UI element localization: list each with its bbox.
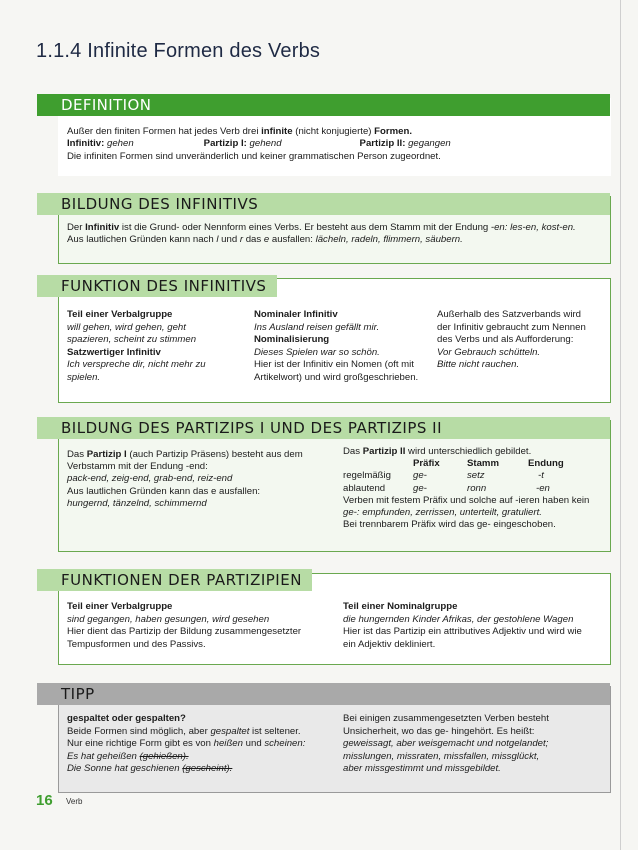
bildung-partizip-right: Das Partizip II wird unterschiedlich gebildet. Präfix Stamm Endung regelmäßig ge- setz -t ablautend ge- ronn -en Verben mit festem Präfix und solche auf -ieren haben kein ge-: empfunden, zerrissen, unterteilt, gratuliert. Bei trennbarem Präfix wird das ge- eingeschoben. xyxy=(343,446,609,531)
funktion-partizipien-left: Teil einer Verbalgruppe sind gegangen, haben gesungen, wird gesehen Hier dient das Partizip der Bildung zusammengesetzter Tempusformen und des Passivs. xyxy=(67,601,302,650)
funktion-infinitiv-col-2: Nominaler Infinitiv Ins Ausland reisen gefällt mir. Nominalisierung Dieses Spielen war so schön. Hier ist der Infinitiv ein Nomen (oft mit Artikelwort) und wird großgeschrieben. xyxy=(254,309,419,383)
definition-text: Außer den finiten Formen hat jedes Verb drei infinite (nicht konjugierte) Formen. Infinitiv: gehen Partizip I: gehend Partizip II: gegangen Die infiniten Formen sind unveränderlich und keiner grammatischen Person zugeordnet. xyxy=(67,126,451,162)
col-praefix: Präfix xyxy=(413,458,440,470)
bildung-infinitiv-header: BILDUNG DES INFINITIVS xyxy=(37,193,610,215)
partizip-row-2: ablautend ge- ronn -en xyxy=(343,482,550,494)
funktion-infinitiv-col-1: Teil einer Verbalgruppe will gehen, wird gehen, geht spazieren, scheint zu stimmen Satzwertiger Infinitiv Ich verspreche dir, nicht mehr zu spielen. xyxy=(67,309,206,383)
funktion-infinitiv-col-3: Außerhalb des Satzverbands wird der Infinitiv gebraucht zum Nennen des Verbs und als Aufforderung: Vor Gebrauch schütteln. Bitte nicht rauchen. xyxy=(437,309,586,371)
tipp-header: TIPP xyxy=(37,683,610,705)
page-footer-label: Verb xyxy=(66,797,83,806)
partizip-row-1: regelmäßig ge- setz -t xyxy=(343,470,544,482)
col-stamm: Stamm xyxy=(467,458,499,470)
bildung-partizip-left: Das Partizip I (auch Partizip Präsens) besteht aus dem Verbstamm mit der Endung -end: pack-end, zeig-end, grab-end, reiz-end Aus lautlichen Gründen kann das e ausfallen: hungernd, tänzelnd, schimmernd xyxy=(67,449,303,509)
funktion-infinitiv-header: FUNKTION DES INFINITIVS xyxy=(37,275,277,297)
funktion-partizipien-right: Teil einer Nominalgruppe die hungernden Kinder Afrikas, der gestohlene Wagen Hier ist das Partizip ein attributives Adjektiv und wird wie ein Adjektiv dekliniert. xyxy=(343,601,582,650)
col-endung: Endung xyxy=(528,458,564,470)
bildung-partizip-header: BILDUNG DES PARTIZIPS I UND DES PARTIZIPS II xyxy=(37,417,610,439)
tipp-left: gespaltet oder gespalten? Beide Formen sind möglich, aber gespaltet ist seltener. Nur eine richtige Form gibt es von heißen und scheinen: Es hat geheißen (gehießen). Die Sonne hat geschienen (gescheint). xyxy=(67,713,306,775)
bildung-infinitiv-text: Der Infinitiv ist die Grund- oder Nennform eines Verbs. Er besteht aus dem Stamm mit der Endung -en: les-en, kost-en. Aus lautlichen Gründen kann nach l und r das e ausfallen: lächeln, radeln, flimmern, säubern. xyxy=(67,222,576,246)
page-edge-line xyxy=(620,0,621,850)
funktion-partizipien-header: FUNKTIONEN DER PARTIZIPIEN xyxy=(37,569,312,591)
page-title: 1.1.4 Infinite Formen des Verbs xyxy=(36,40,321,62)
definition-header: DEFINITION xyxy=(37,94,610,116)
page-number: 16 xyxy=(36,792,53,809)
tipp-right: Bei einigen zusammengesetzten Verben besteht Unsicherheit, wo das ge- hingehört. Es heißt: geweissagt, aber weisgemacht und notgelandet; misslungen, missraten, missfallen, missglückt, aber missgestimmt und missgebildet. xyxy=(343,713,549,775)
